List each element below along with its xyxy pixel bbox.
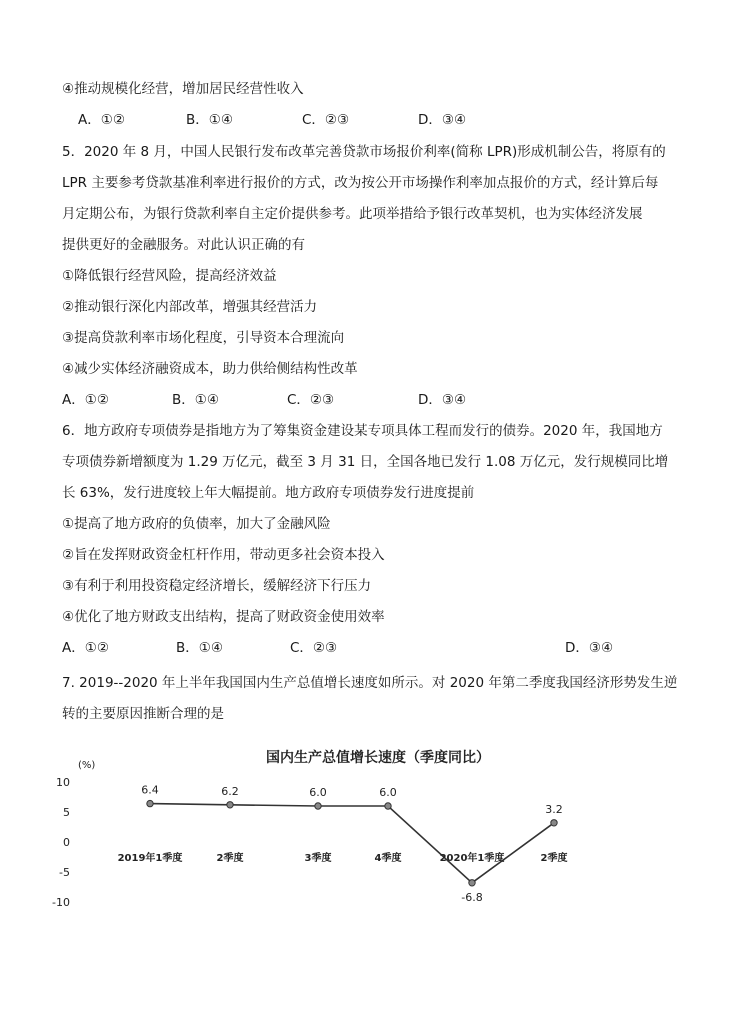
- q4-option-b: B．①④: [186, 112, 233, 128]
- q5-stem-line-1: 5．2020 年 8 月，中国人民银行发布改革完善贷款市场报价利率(简称 LPR)形成机制公告，将原有的: [62, 144, 666, 160]
- q6-stem-line-1: 6．地方政府专项债券是指地方为了筹集资金建设某专项具体工程而发行的债券。2020 年，我国地方: [62, 423, 663, 439]
- data-label: 3.2: [545, 802, 563, 816]
- q6-item-4: ④优化了地方财政支出结构，提高了财政资金使用效率: [62, 609, 385, 625]
- chart-title: 国内生产总值增长速度（季度同比）: [266, 750, 490, 766]
- x-tick-label: 2019年1季度: [117, 853, 183, 864]
- data-point: [469, 880, 475, 886]
- q5-stem-line-2: LPR 主要参考贷款基准利率进行报价的方式，改为按公开市场操作利率加点报价的方式，经计算后每: [62, 175, 659, 191]
- x-tick-label: 2020年1季度: [439, 853, 505, 864]
- q6-option-c: C．②③: [290, 640, 338, 656]
- q4-option-a: A．①②: [78, 112, 125, 128]
- q5-item-1: ①降低银行经营风险，提高经济效益: [62, 268, 277, 284]
- q6-option-a: A．①②: [62, 640, 109, 656]
- q5-stem-line-3: 月定期公布，为银行贷款利率自主定价提供参考。此项举措给予银行改革契机，也为实体经济发展: [62, 206, 643, 222]
- data-point: [551, 820, 557, 826]
- q6-item-1: ①提高了地方政府的负债率，加大了金融风险: [62, 516, 331, 532]
- q5-item-2: ②推动银行深化内部改革，增强其经营活力: [62, 299, 318, 315]
- q5-item-3: ③提高贷款利率市场化程度，引导资本合理流向: [62, 330, 345, 346]
- data-label: 6.4: [141, 783, 159, 797]
- q4-item-4: ④推动规模化经营，增加居民经营性收入: [62, 81, 304, 97]
- data-label: 6.0: [309, 786, 327, 799]
- y-tick-label: -10: [52, 896, 70, 909]
- x-tick-label: 3季度: [304, 853, 332, 864]
- y-tick-label: 5: [63, 806, 70, 819]
- data-point: [385, 803, 391, 809]
- y-tick-label: 0: [63, 836, 70, 849]
- data-label: 6.0: [379, 786, 397, 799]
- gdp-growth-chart: [40, 740, 600, 940]
- data-label: 6.2: [221, 784, 239, 798]
- data-point: [147, 800, 153, 806]
- q6-item-3: ③有利于利用投资稳定经济增长，缓解经济下行压力: [62, 578, 372, 594]
- q6-option-d: D．③④: [565, 640, 614, 656]
- data-labels: [141, 784, 563, 904]
- y-ticks: [52, 776, 70, 909]
- x-tick-label: 2季度: [540, 853, 568, 864]
- y-axis-label: (%): [78, 760, 96, 771]
- q7-stem-line-2: 转的主要原因推断合理的是: [62, 706, 224, 722]
- x-tick-label: 4季度: [374, 853, 402, 864]
- q5-option-b: B．①④: [172, 392, 219, 408]
- y-tick-label: -5: [59, 866, 70, 879]
- q5-option-c: C．②③: [287, 392, 335, 408]
- q5-item-4: ④减少实体经济融资成本，助力供给侧结构性改革: [62, 361, 358, 377]
- y-tick-label: 10: [56, 776, 70, 789]
- q6-option-b: B．①④: [176, 640, 223, 656]
- q6-item-2: ②旨在发挥财政资金杠杆作用，带动更多社会资本投入: [62, 547, 385, 563]
- gdp-series: [147, 800, 557, 886]
- q4-option-c: C．②③: [302, 112, 350, 128]
- q5-stem-line-4: 提供更好的金融服务。对此认识正确的有: [62, 237, 305, 253]
- q6-stem-line-2: 专项债券新增额度为 1.29 万亿元，截至 3 月 31 日，全国各地已发行 1.08 万亿元，发行规模同比增: [62, 454, 669, 470]
- q4-option-d: D．③④: [418, 112, 467, 128]
- data-point: [315, 803, 321, 809]
- x-tick-label: 2季度: [216, 853, 244, 864]
- data-label: -6.8: [461, 890, 483, 904]
- q7-stem-line-1: 7. 2019--2020 年上半年我国国内生产总值增长速度如所示。对 2020 年第二季度我国经济形势发生逆: [62, 675, 678, 691]
- q5-option-d: D．③④: [418, 392, 467, 408]
- q6-stem-line-3: 长 63%，发行进度较上年大幅提前。地方政府专项债券发行进度提前: [62, 485, 475, 501]
- q5-option-a: A．①②: [62, 392, 109, 408]
- x-tick-labels: [118, 851, 568, 864]
- series-line: [150, 804, 554, 883]
- data-point: [227, 802, 233, 808]
